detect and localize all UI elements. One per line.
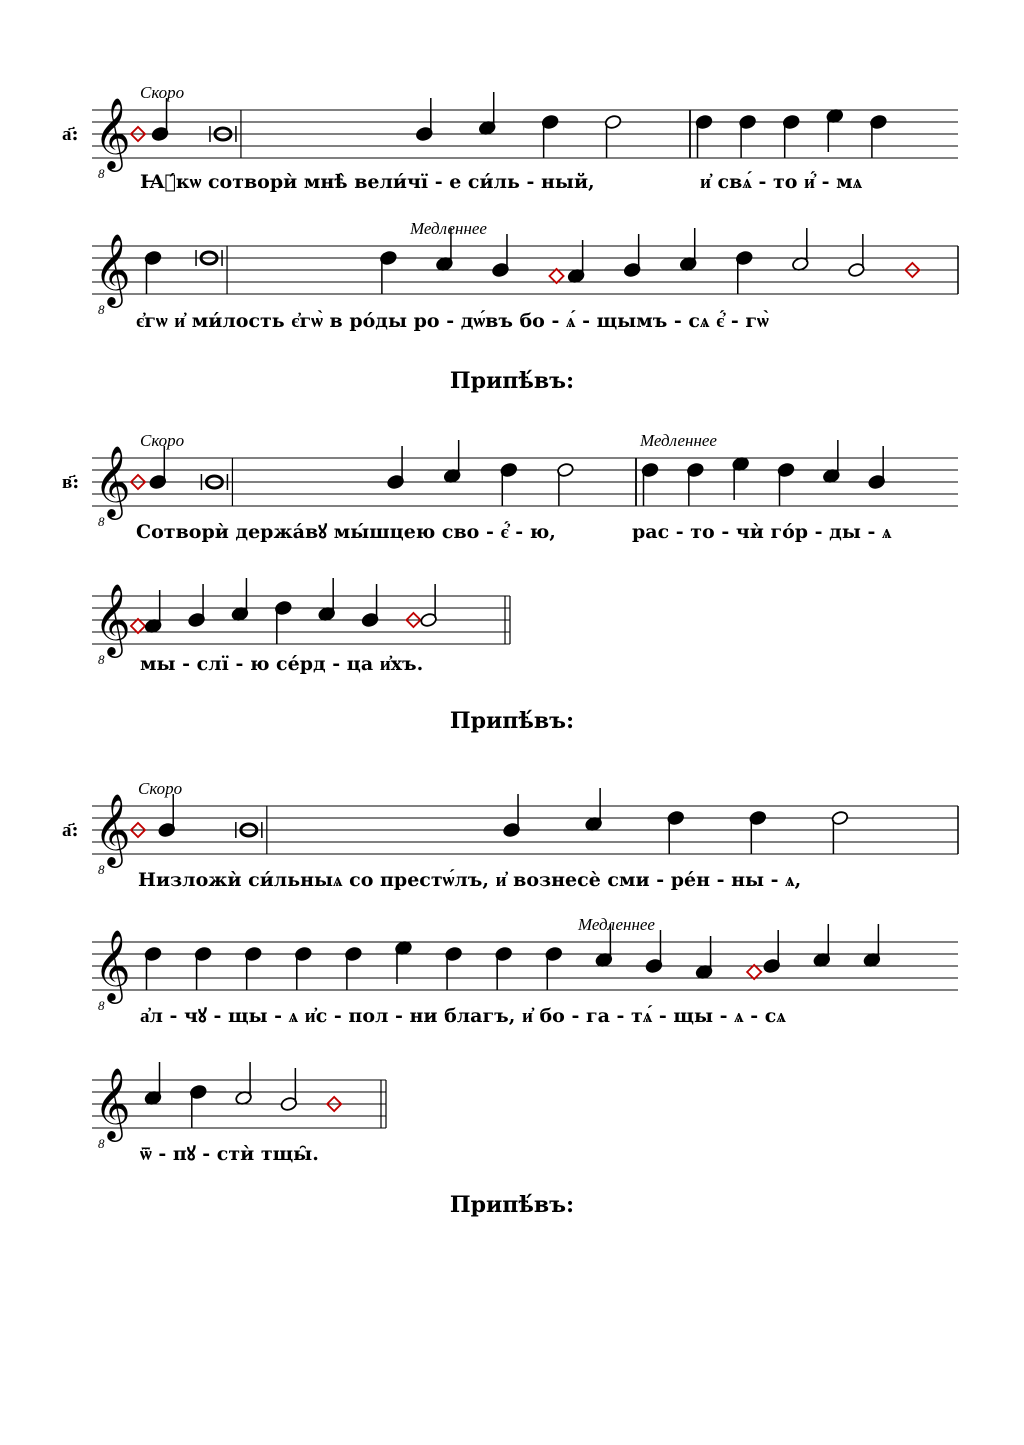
staff-system — [92, 1062, 386, 1165]
verse-number: а҃: — [62, 819, 79, 841]
lyric-line: Ꙗ҆́кѡ сотворѝ мнѣ̀ вели́чї - е си́ль - ный, — [140, 171, 595, 193]
red-diamond-mark — [549, 269, 563, 283]
lyric-line: Низложѝ си́льныѧ со престѡ́лъ, и҆ вознесѐ сми - ре́н - ны - ѧ, — [138, 869, 802, 891]
treble-clef-icon: 𝄞 — [94, 444, 131, 517]
treble-clef-icon: 𝄞 — [94, 1066, 131, 1139]
treble-clef-icon: 𝄞 — [94, 96, 131, 169]
tempo-mark: Медленнее — [410, 219, 487, 238]
octave-mark: 8 — [98, 862, 105, 877]
octave-mark: 8 — [98, 166, 105, 181]
treble-clef-icon: 𝄞 — [94, 792, 131, 865]
verse-number: в҃: — [62, 471, 80, 493]
refrain-label: Припѣ́въ: — [449, 368, 575, 394]
staff-system — [92, 219, 958, 332]
red-diamond-mark — [747, 965, 761, 979]
octave-mark: 8 — [98, 514, 105, 529]
lyric-line: є҆гѡ и҆ ми́лость є҆гѡ̀ в ро́ды ро - дѡ́въ бо - ѧ́ - щымъ - сѧ є҆́ - гѡ̀ — [136, 310, 769, 332]
refrain-label: Припѣ́въ: — [449, 708, 575, 734]
lyric-line: и҆ свѧ́ - то и҆́ - мѧ — [700, 171, 863, 193]
staff-system — [62, 83, 958, 193]
tempo-mark: Скоро — [138, 779, 183, 798]
lyric-line: мы - слї - ю се́рд - ца и҆хъ. — [140, 653, 424, 675]
tempo-mark: Медленнее — [578, 915, 655, 934]
octave-mark: 8 — [98, 652, 105, 667]
treble-clef-icon: 𝄞 — [94, 582, 131, 655]
treble-clef-icon: 𝄞 — [94, 232, 131, 305]
octave-mark: 8 — [98, 998, 105, 1013]
octave-mark: 8 — [98, 1136, 105, 1151]
refrain-label: Припѣ́въ: — [449, 1192, 575, 1218]
lyric-line: ѿ - пꙋ - стѝ тщы̑. — [140, 1143, 319, 1165]
tempo-mark: Скоро — [140, 83, 185, 102]
octave-mark: 8 — [98, 302, 105, 317]
staff-system — [62, 431, 958, 543]
tempo-mark: Медленнее — [640, 431, 717, 450]
verse-number: а҃: — [62, 123, 79, 145]
treble-clef-icon: 𝄞 — [94, 928, 131, 1001]
staff-system — [62, 779, 958, 891]
lyric-line: Сотворѝ держа́вꙋ мы́шцею сво - є҆́ - ю, — [136, 521, 556, 543]
staff-system — [92, 915, 958, 1027]
lyric-line: рас - то - чѝ го́р - ды - ѧ — [632, 521, 892, 543]
tempo-mark: Скоро — [140, 431, 185, 450]
lyric-line: а҆л - чꙋ - щы - ѧ и҆с - пол - ни благъ, и҆ бо - га - тѧ́ - щы - ѧ - сѧ — [140, 1005, 786, 1027]
staff-system — [92, 578, 510, 675]
red-diamond-mark — [131, 619, 145, 633]
